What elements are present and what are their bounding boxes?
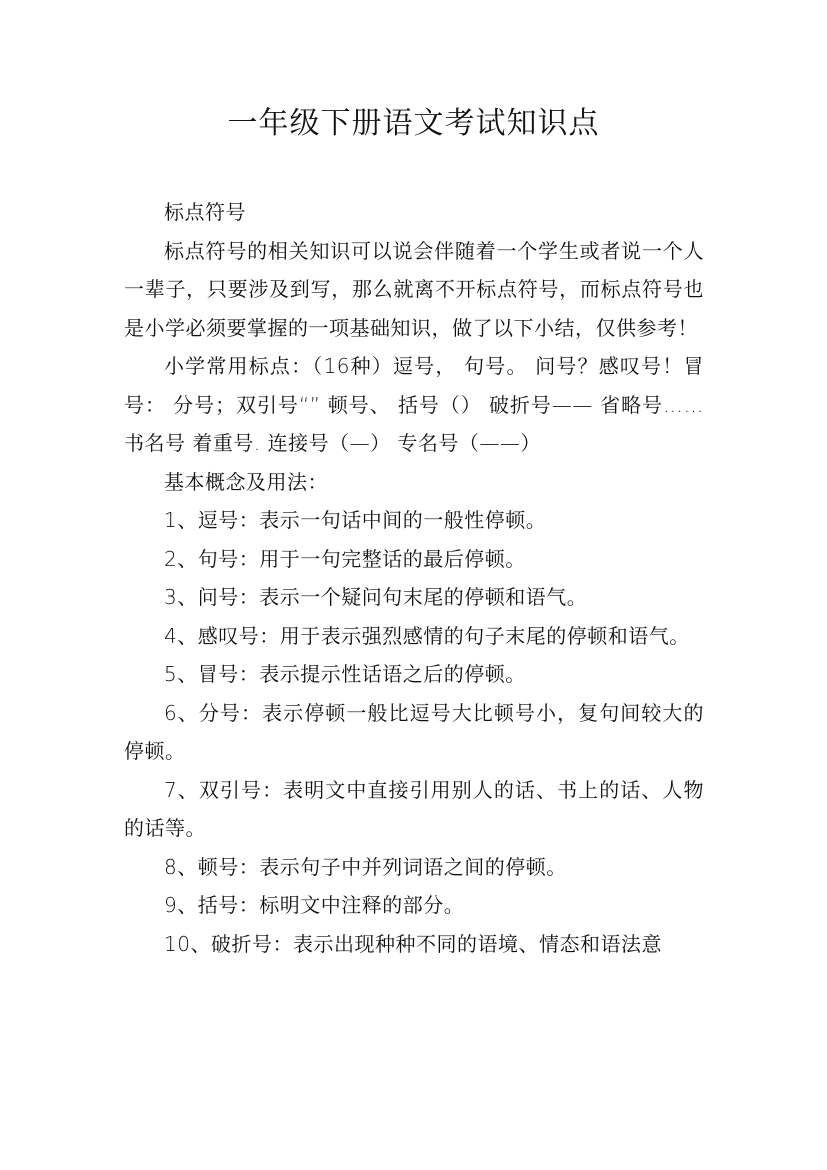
list-item: 8、顿号：表示句子中并列词语之间的停顿。 (164, 854, 567, 879)
list-item: 5、冒号：表示提示性话语之后的停顿。 (164, 662, 526, 686)
page-title: 一年级下册语文考试知识点 (227, 106, 600, 141)
list-item: 3、问号：表示一个疑问句末尾的停顿和语气。 (164, 585, 588, 609)
document-body (124, 193, 704, 963)
list-item: 4、感叹号：用于表示强烈感情的句子末尾的停顿和语气。 (164, 623, 690, 648)
list-item: 6、分号：表示停顿一般比逗号大比顿号小，复句间较大的停顿。 (124, 700, 704, 763)
intro-paragraph: 标点符号的相关知识可以说会伴随着一个学生或者说一个人一辈子，只要涉及到写，那么就离不开标点符号，而标点符号也是小学必须要掌握的一项基础知识，做了以下小结，仅供参考！ (124, 238, 704, 340)
list-item: 9、括号：标明文中注释的部分。 (164, 893, 465, 917)
section-heading: 标点符号 (164, 200, 246, 224)
list-item: 2、句号：用于一句完整话的最后停顿。 (164, 546, 526, 571)
punctuation-list-paragraph: 小学常用标点：（16种）逗号， 句号。 问号？感叹号！冒号： 分号；双引号“” 顿号、 括号（） 破折号—— 省略号…… 书名号 着重号. 连接号（—） 专名号（——） (124, 354, 704, 455)
list-item: 1、逗号：表示一句话中间的一般性停顿。 (164, 508, 547, 532)
list-item: 10、破折号：表示出现种种不同的语境、情态和语法意 (164, 931, 662, 956)
usage-heading: 基本概念及用法： (164, 469, 328, 494)
list-item: 7、双引号：表明文中直接引用别人的话、书上的话、人物的话等。 (124, 777, 704, 840)
